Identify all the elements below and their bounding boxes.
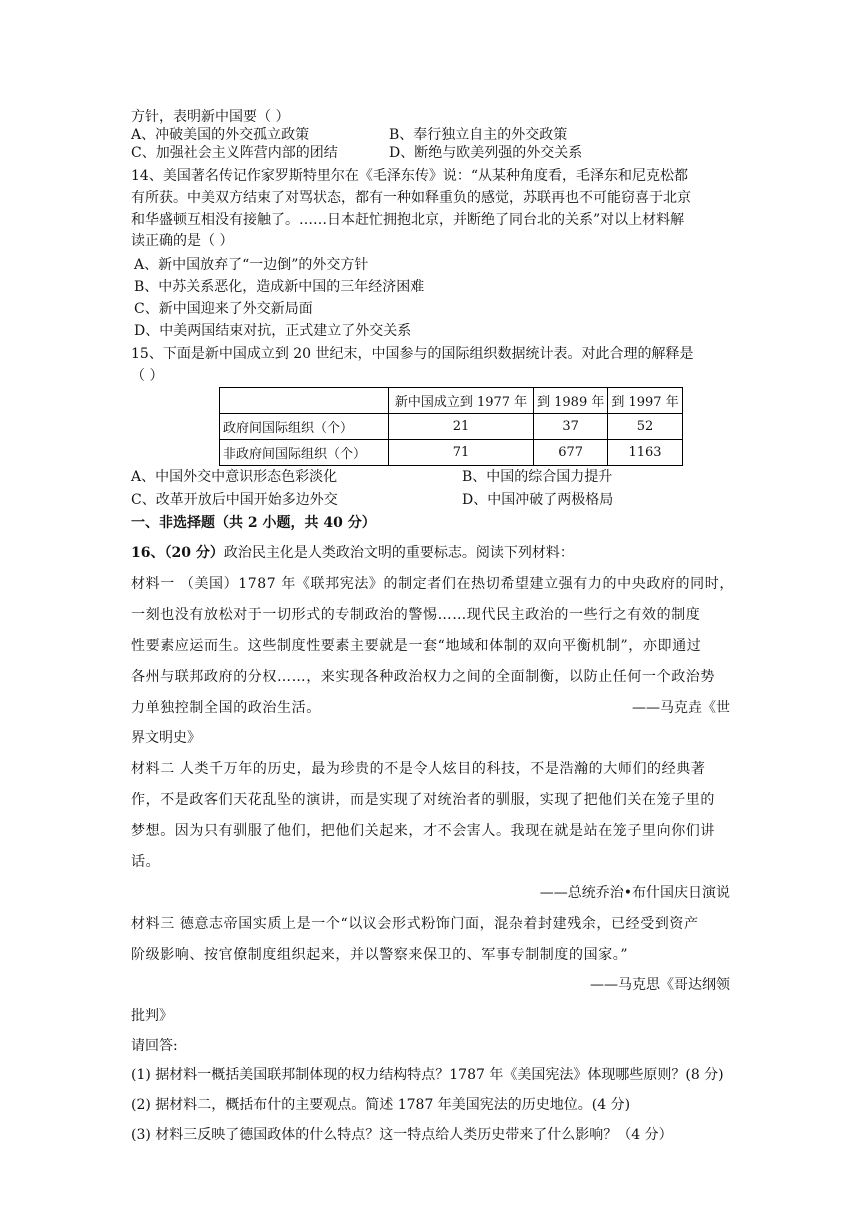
table-header-cell: 到 1989 年 [534,388,608,414]
answer-prompt: 请回答: [131,1038,178,1054]
material-3-line: 材料三 德意志帝国实质上是一个“以议会形式粉饰门面，混杂着封建残余，已经受到资产 [131,916,699,932]
q14-stem-line: 14、美国著名传记作家罗斯特里尔在《毛泽东传》说：“从某种角度看，毛泽东和尼克松都 [131,168,688,184]
material-1-line: 各州与联邦政府的分权……，来实现各种政治权力之间的全面制衡，以防止任何一个政治势 [131,669,715,685]
q15-option-d: D、中国冲破了两极格局 [462,492,614,508]
table-cell: 政府间国际组织（个） [220,414,389,440]
table-cell: 52 [608,414,682,440]
q14-stem-line: 有所获。中美双方结束了对骂状态，都有一种如释重负的感觉，苏联再也不可能窃喜于北京 [131,190,691,206]
q14-option-b: B、中苏关系恶化，造成新中国的三年经济困难 [134,279,425,295]
material-1-line: 力单独控制全国的政治生活。 [131,700,321,716]
material-2-line: 话。 [131,854,161,870]
q13-stem: 方针，表明新中国要（ ） [131,109,290,125]
material-2-source: ——总统乔治•布什国庆日演说 [539,885,730,901]
table-cell: 21 [389,414,534,440]
q15-option-c: C、改革开放后中国开始多边外交 [131,492,338,508]
table-header-cell [220,388,389,414]
material-2-line: 梦想。因为只有驯服了他们，把他们关起来，才不会害人。我现在就是站在笼子里向你们讲 [131,823,715,839]
q15-option-a: A、中国外交中意识形态色彩淡化 [131,469,338,485]
table-cell: 非政府间国际组织（个） [220,440,389,466]
material-2-line: 作，不是政客们天花乱坠的演讲，而是实现了对统治者的驯服，实现了把他们关在笼子里的 [131,792,715,808]
q15-stem-line: （ ） [131,368,164,384]
material-1-line: 材料一 （美国）1787 年《联邦宪法》的制定者们在热切希望建立强有力的中央政府的同时， [131,576,734,592]
material-1-source: ——马克垚《世 [632,700,730,716]
q15-option-b: B、中国的综合国力提升 [462,469,613,485]
sub-question: (2) 据材料二，概括布什的主要观点。简述 1787 年美国宪法的历史地位。(4 分) [131,1097,631,1113]
table-cell: 1163 [608,440,682,466]
q14-option-d: D、中美两国结束对抗，正式建立了外交关系 [134,323,412,339]
q13-option-c: C、加强社会主义阵营内部的团结 [131,145,338,161]
org-stats-table [219,387,683,466]
q13-option-d: D、断绝与欧美列强的外交关系 [389,145,583,161]
material-1-source-cont: 界文明史》 [131,730,201,746]
q14-stem-line: 和华盛顿互相没有接触了。……日本赶忙拥抱北京，并断绝了同台北的关系”对以上材料解 [131,212,685,228]
q14-option-c: C、新中国迎来了外交新局面 [134,301,313,317]
material-2-line: 材料二 人类千万年的历史，最为珍贵的不是令人炫目的科技，不是浩瀚的大师们的经典著 [131,761,706,777]
sub-question: (3) 材料三反映了德国政体的什么特点？这一特点给人类历史带来了什么影响？（4 分） [131,1127,673,1143]
table-cell: 677 [534,440,608,466]
table-row [220,414,683,440]
section-heading: 一、非选择题（共 2 小题，共 40 分） [131,515,376,531]
q14-stem-line: 读正确的是（ ） [131,233,234,249]
table-header-row [220,388,683,414]
q16-intro-line [131,544,574,562]
q13-option-b: B、奉行独立自主的外交政策 [389,127,568,143]
material-1-line: 性要素应运而生。这些制度性要素主要就是一套“地域和体制的双向平衡机制”，亦即通过 [131,638,702,654]
q16-number: 16、（20 分） [131,545,224,561]
q15-stem-line: 15、下面是新中国成立到 20 世纪末，中国参与的国际组织数据统计表。对此合理的解释是 [131,346,694,362]
q13-option-a: A、冲破美国的外交孤立政策 [131,127,310,143]
q16-intro: 政治民主化是人类政治文明的重要标志。阅读下列材料： [223,545,574,561]
material-3-line: 阶级影响、按官僚制度组织起来，并以警察来保卫的、军事专制制度的国家。” [131,947,629,963]
material-3-source-cont: 批判》 [131,1008,173,1024]
table-cell: 37 [534,414,608,440]
material-3-source: ——马克思《哥达纲领 [590,977,730,993]
table-cell: 71 [389,440,534,466]
sub-question: (1) 据材料一概括美国联邦制体现的权力结构特点？1787 年《美国宪法》体现哪些原则？(8 分) [131,1067,724,1083]
table-header-cell: 新中国成立到 1977 年 [389,388,534,414]
material-1-line: 一刻也没有放松对于一切形式的专制政治的警惕……现代民主政治的一些行之有效的制度 [131,607,701,623]
table-header-cell: 到 1997 年 [608,388,682,414]
table-row [220,440,683,466]
q14-option-a: A、新中国放弃了“一边倒”的外交方针 [134,257,369,273]
